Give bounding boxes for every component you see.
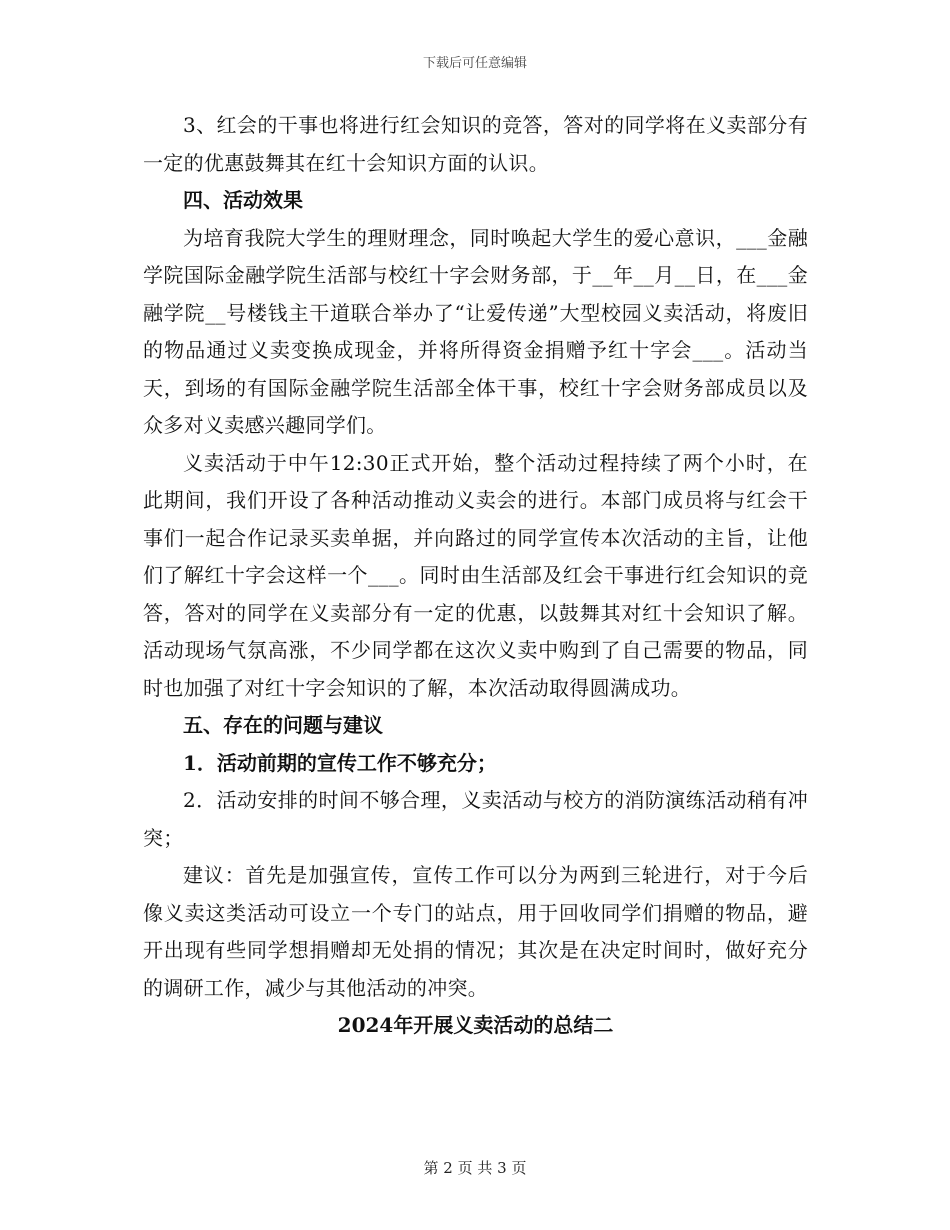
paragraph-activity-process: 义卖活动于中午12:30正式开始，整个活动过程持续了两个小时，在此期间，我们开设了各种活动推动义卖会的进行。本部门成员将与红会干事们一起合作记录买卖单据，并向路过的同学宣传本次活动的主旨，让他们了解红十字会这样一个___。同时由生活部及红会干事进行红会知识的竞答，答对的同学在义卖部分有一定的优惠，以鼓舞其对红十会知识了解。活动现场气氛高涨，不少同学都在这次义卖中购到了自己需要的物品，同时也加强了对红十字会知识的了解，本次活动取得圆满成功。 [143,450,808,700]
paragraph-activity-overview: 为培育我院大学生的理财理念，同时唤起大学生的爱心意识，___金融学院国际金融学院生活部与校红十字会财务部，于__年__月__日，在___金融学院__号楼钱主干道联合举办了“让爱传递”大型校园义卖活动，将废旧的物品通过义卖变换成现金，并将所得资金捐赠予红十字会___。活动当天，到场的有国际金融学院生活部全体干事，校红十字会财务部成员以及众多对义卖感兴趣同学们。 [143,225,808,437]
paragraph-red-cross-quiz: 3、红会的干事也将进行红会知识的竞答，答对的同学将在义卖部分有一定的优惠鼓舞其在红十会知识方面的认识。 [143,113,808,175]
paragraph-suggestions: 建议：首先是加强宣传，宣传工作可以分为两到三轮进行，对于今后像义卖这类活动可设立一个专门的站点，用于回收同学们捐赠的物品，避开出现有些同学想捐赠却无处捐的情况；其次是在决定时间时，做好充分的调研工作，减少与其他活动的冲突。 [143,863,808,1000]
document-body [143,107,808,1045]
page-footer: 第 2 页 共 3 页 [423,1159,527,1177]
section-heading-activity-effect: 四、活动效果 [183,188,303,212]
page-header: 下载后可任意编辑 [422,56,527,71]
problem-item-1: 1．活动前期的宣传工作不够充分； [183,750,497,775]
document-title-part-two: 2024年开展义卖活动的总结二 [337,1013,614,1037]
section-heading-problems-suggestions: 五、存在的问题与建议 [183,713,383,737]
problem-item-2: 2．活动安排的时间不够合理，义卖活动与校方的消防演练活动稍有冲突； [143,788,808,850]
